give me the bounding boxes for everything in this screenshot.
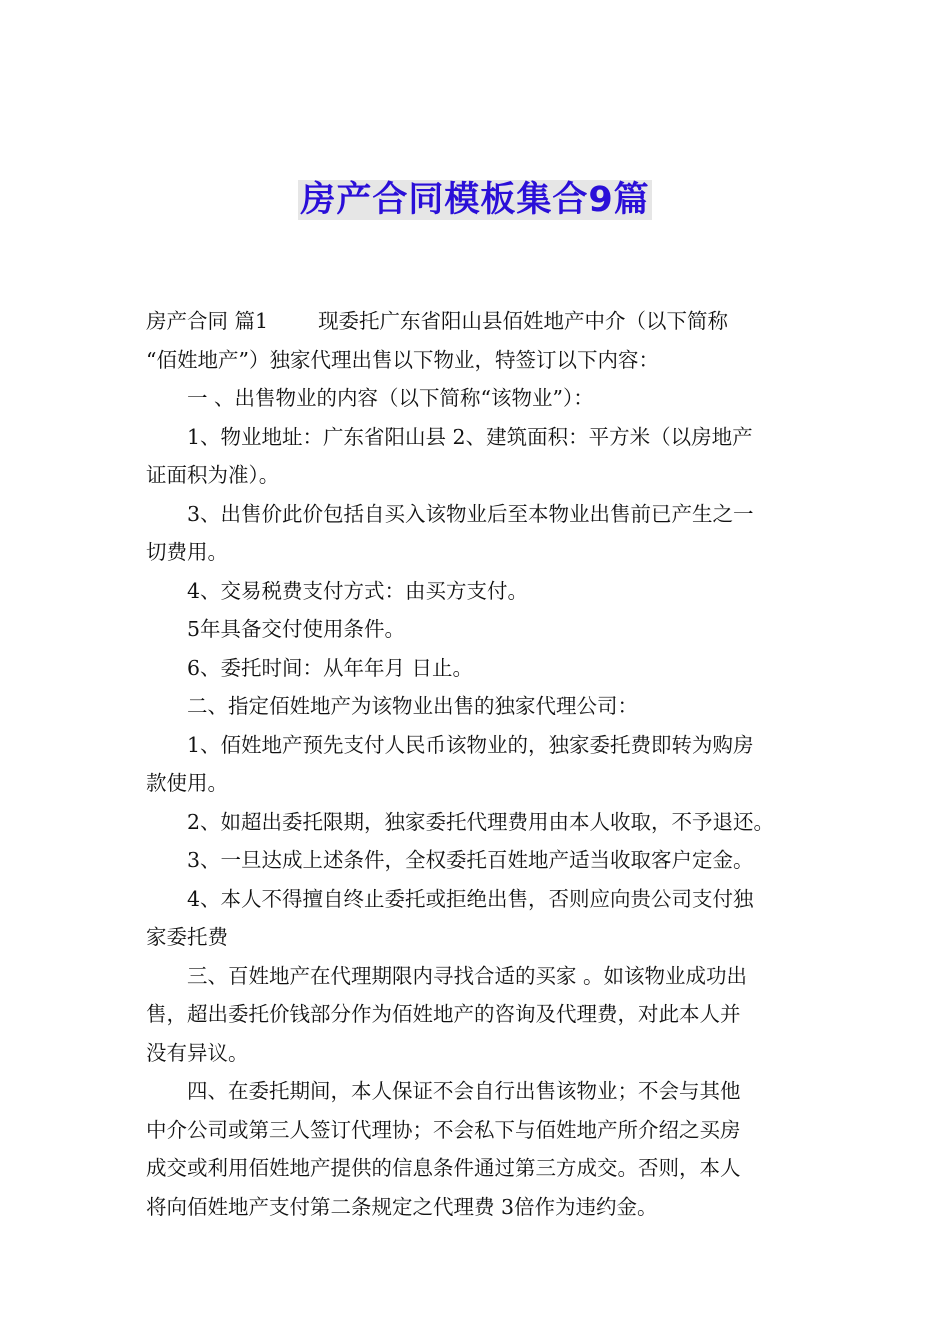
paragraph-line: 4、本人不得擅自终止委托或拒绝出售，否则应向贵公司支付独: [187, 886, 754, 911]
paragraph-line: “佰姓地产”）独家代理出售以下物业，特签订以下内容：: [146, 347, 659, 372]
paragraph-line: 1、佰姓地产预先支付人民币该物业的，独家委托费即转为购房: [187, 732, 754, 757]
paragraph-line: 家委托费: [146, 925, 228, 949]
paragraph-line: 中介公司或第三人签订代理协；不会私下与佰姓地产所介绍之买房: [146, 1117, 741, 1142]
section-heading: 房产合同 篇1: [146, 309, 269, 333]
paragraph-line: 没有异议。: [146, 1040, 249, 1065]
paragraph-line: [146, 302, 810, 341]
paragraph-line: 3、出售价此价包括自买入该物业后至本物业出售前已产生之一: [187, 501, 754, 526]
paragraph-line: 6、委托时间：从年年月 日止。: [187, 655, 474, 680]
document-title-text: 房产合同模板集合9篇: [300, 180, 650, 220]
paragraph-line: 4、交易税费支付方式：由买方支付。: [187, 578, 529, 603]
paragraph-line: 2、如超出委托限期，独家委托代理费用由本人收取，不予退还。: [187, 809, 775, 834]
paragraph-line: 款使用。: [146, 771, 228, 795]
paragraph-line: 售，超出委托价钱部分作为佰姓地产的咨询及代理费，对此本人并: [146, 1002, 741, 1026]
paragraph-line: 二、指定佰姓地产为该物业出售的独家代理公司：: [187, 694, 638, 718]
paragraph-line: 5年具备交付使用条件。: [187, 617, 406, 641]
paragraph-line: 三、百姓地产在代理期限内寻找合适的买家 。如该物业成功出: [187, 963, 748, 988]
paragraph-line: 将向佰姓地产支付第二条规定之代理费 3倍作为违约金。: [146, 1194, 658, 1219]
paragraph-text: 现委托广东省阳山县佰姓地产中介（以下简称: [318, 309, 729, 333]
document-body: [146, 302, 810, 1226]
paragraph-line: 3、一旦达成上述条件，全权委托百姓地产适当收取客户定金。: [187, 848, 754, 872]
paragraph-line: 1、物业地址：广东省阳山县 2、建筑面积：平方米（以房地产: [187, 424, 753, 449]
paragraph-line: 四、在委托期间，本人保证不会自行出售该物业；不会与其他: [187, 1079, 741, 1103]
paragraph-line: 成交或利用佰姓地产提供的信息条件通过第三方成交。否则，本人: [146, 1156, 741, 1180]
paragraph-line: 一 、出售物业的内容（以下简称“该物业”）：: [187, 386, 594, 410]
paragraph-line: 切费用。: [146, 540, 228, 564]
document-title: [0, 172, 950, 228]
paragraph-line: 证面积为准）。: [146, 463, 280, 487]
